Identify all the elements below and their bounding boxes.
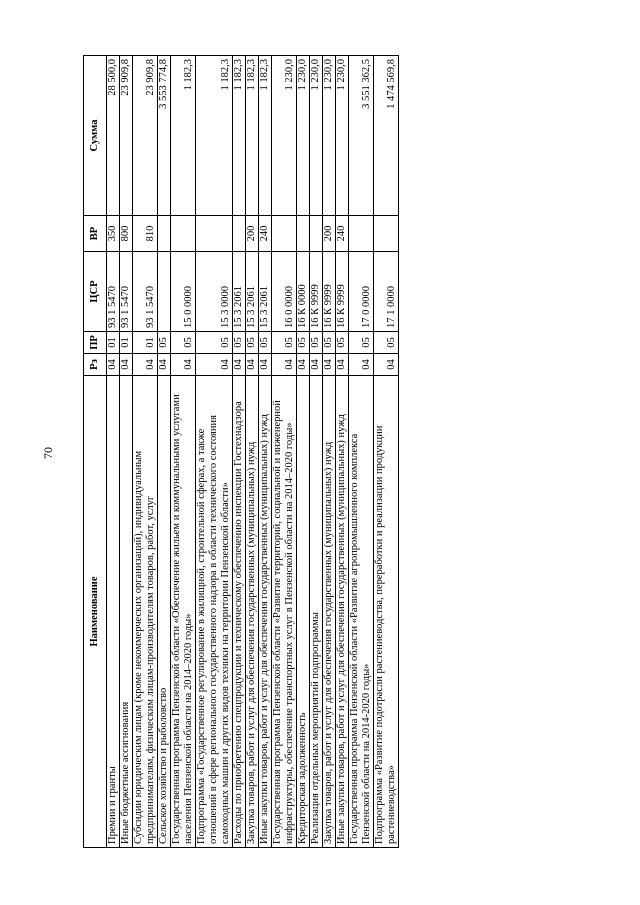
cell-rz: 04	[297, 354, 310, 376]
cell-vr	[297, 216, 310, 252]
cell-vr	[196, 216, 233, 252]
cell-name: Подпрограмма «Государственное регулирование в жилищной, строительной сферах, а также отношений в сфере регионального государственного надзора в области технического состояния самоходных машин и других видов техники на территории Пензенской области»	[196, 376, 233, 848]
cell-name: Кредиторская задолженность	[297, 376, 310, 848]
table-row	[297, 56, 310, 848]
cell-rz: 04	[171, 354, 196, 376]
cell-pr: 05	[336, 332, 349, 354]
page-number: 70	[41, 447, 55, 459]
cell-vr: 350	[107, 216, 120, 252]
table-row	[158, 56, 171, 848]
cell-rz: 04	[272, 354, 297, 376]
cell-rz: 04	[120, 354, 133, 376]
cell-vr	[171, 216, 196, 252]
cell-sum: 23 909,8	[120, 56, 133, 216]
table-header-row	[84, 56, 107, 848]
table-body	[107, 56, 399, 848]
cell-rz: 04	[246, 354, 259, 376]
table-row	[171, 56, 196, 848]
cell-rz: 04	[310, 354, 323, 376]
cell-pr: 01	[107, 332, 120, 354]
cell-csr: 16 К 9999	[336, 252, 349, 332]
cell-sum: 3 551 362,5	[349, 56, 374, 216]
header-sum: Сумма	[84, 56, 107, 216]
cell-rz: 04	[196, 354, 233, 376]
cell-vr	[349, 216, 374, 252]
cell-sum: 1 182,3	[233, 56, 246, 216]
cell-vr: 810	[133, 216, 158, 252]
cell-sum: 1 230,0	[323, 56, 336, 216]
cell-vr: 240	[259, 216, 272, 252]
cell-name: Закупка товаров, работ и услуг для обеспечения государственных (муниципальных) нужд	[246, 376, 259, 848]
cell-csr: 93 1 5470	[107, 252, 120, 332]
cell-sum: 1 230,0	[336, 56, 349, 216]
cell-rz: 04	[233, 354, 246, 376]
cell-rz: 04	[259, 354, 272, 376]
cell-csr: 16 К 0000	[297, 252, 310, 332]
cell-pr: 05	[233, 332, 246, 354]
cell-sum: 1 230,0	[272, 56, 297, 216]
cell-csr: 16 К 9999	[310, 252, 323, 332]
cell-vr: 800	[120, 216, 133, 252]
cell-csr: 15 3 0000	[196, 252, 233, 332]
cell-vr	[233, 216, 246, 252]
cell-csr	[158, 252, 171, 332]
cell-pr: 01	[120, 332, 133, 354]
cell-vr: 200	[246, 216, 259, 252]
cell-name: Премии и гранты	[107, 376, 120, 848]
cell-rz: 04	[323, 354, 336, 376]
cell-pr: 05	[323, 332, 336, 354]
cell-rz: 04	[349, 354, 374, 376]
cell-pr: 05	[196, 332, 233, 354]
cell-rz: 04	[133, 354, 158, 376]
cell-pr: 05	[297, 332, 310, 354]
cell-csr: 15 3 2061	[259, 252, 272, 332]
cell-name: Закупка товаров, работ и услуг для обеспечения государственных (муниципальных) нужд	[323, 376, 336, 848]
cell-name: Сельское хозяйство и рыболовство	[158, 376, 171, 848]
header-name: Наименование	[84, 376, 107, 848]
cell-pr: 05	[158, 332, 171, 354]
cell-sum: 1 182,3	[171, 56, 196, 216]
table-row	[120, 56, 133, 848]
cell-vr: 200	[323, 216, 336, 252]
cell-sum: 23 909,8	[133, 56, 158, 216]
cell-pr: 05	[272, 332, 297, 354]
cell-csr: 93 1 5470	[120, 252, 133, 332]
cell-name: Иные закупки товаров, работ и услуг для обеспечения государственных (муниципальных) нужд	[259, 376, 272, 848]
cell-pr: 05	[310, 332, 323, 354]
cell-name: Иные закупки товаров, работ и услуг для обеспечения государственных (муниципальных) нужд	[336, 376, 349, 848]
header-rz: Рз	[84, 354, 107, 376]
table-row	[107, 56, 120, 848]
cell-sum: 1 230,0	[310, 56, 323, 216]
budget-table	[83, 55, 399, 848]
cell-rz: 04	[374, 354, 399, 376]
cell-vr: 240	[336, 216, 349, 252]
cell-vr	[310, 216, 323, 252]
rotated-page	[83, 56, 557, 848]
cell-name: Расходы по приобретению спецпродукции и техническому обеспечению инспекции Гостехнадзора	[233, 376, 246, 848]
cell-csr: 93 1 5470	[133, 252, 158, 332]
cell-csr: 15 0 0000	[171, 252, 196, 332]
table-row	[310, 56, 323, 848]
table-row	[259, 56, 272, 848]
cell-csr: 15 3 2061	[246, 252, 259, 332]
cell-name: Субсидии юридическим лицам (кроме некоммерческих организаций), индивидуальным предпринимателям, физическим лицам-производителям товаров, работ, услуг	[133, 376, 158, 848]
cell-csr: 17 1 0000	[374, 252, 399, 332]
cell-pr: 05	[246, 332, 259, 354]
table-row	[272, 56, 297, 848]
cell-csr: 15 3 2061	[233, 252, 246, 332]
cell-name: Иные бюджетные ассигнования	[120, 376, 133, 848]
cell-pr: 05	[171, 332, 196, 354]
cell-rz: 04	[107, 354, 120, 376]
cell-name: Государственная программа Пензенской области «Развитие агропромышленного комплекса Пензенской области на 2014-2020 годы»	[349, 376, 374, 848]
cell-name: Реализация отдельных мероприятий подпрограммы	[310, 376, 323, 848]
cell-name: Государственная программа Пензенской области «Развитие территорий, социальной и инженерной инфраструктуры, обеспечение транспортных услуг в Пензенской области на 2014–2020 годы»	[272, 376, 297, 848]
table-row	[349, 56, 374, 848]
cell-sum: 1 182,3	[246, 56, 259, 216]
table-row	[336, 56, 349, 848]
header-csr: ЦСР	[84, 252, 107, 332]
cell-sum: 1 182,3	[196, 56, 233, 216]
cell-vr	[158, 216, 171, 252]
cell-sum: 3 553 774,8	[158, 56, 171, 216]
cell-pr: 01	[133, 332, 158, 354]
cell-vr	[272, 216, 297, 252]
cell-csr: 16 К 9999	[323, 252, 336, 332]
cell-sum: 1 182,3	[259, 56, 272, 216]
table-row	[196, 56, 233, 848]
cell-name: Государственная программа Пензенской области «Обеспечение жильем и коммунальными услугами населения Пензенской области на 2014–2020 годы»	[171, 376, 196, 848]
cell-csr: 17 0 0000	[349, 252, 374, 332]
cell-sum: 1 474 569,8	[374, 56, 399, 216]
cell-sum: 28 500,0	[107, 56, 120, 216]
cell-rz: 04	[336, 354, 349, 376]
table-row	[374, 56, 399, 848]
table-row	[323, 56, 336, 848]
cell-pr: 05	[374, 332, 399, 354]
cell-csr: 16 0 0000	[272, 252, 297, 332]
cell-vr	[374, 216, 399, 252]
cell-sum: 1 230,0	[297, 56, 310, 216]
table-row	[133, 56, 158, 848]
table-row	[233, 56, 246, 848]
cell-pr: 05	[349, 332, 374, 354]
header-vr: ВР	[84, 216, 107, 252]
table-row	[246, 56, 259, 848]
cell-rz: 04	[158, 354, 171, 376]
cell-name: Подпрограмма «Развитие подотрасли растениеводства, переработки и реализации продукции растениеводства»	[374, 376, 399, 848]
cell-pr: 05	[259, 332, 272, 354]
header-pr: ПР	[84, 332, 107, 354]
